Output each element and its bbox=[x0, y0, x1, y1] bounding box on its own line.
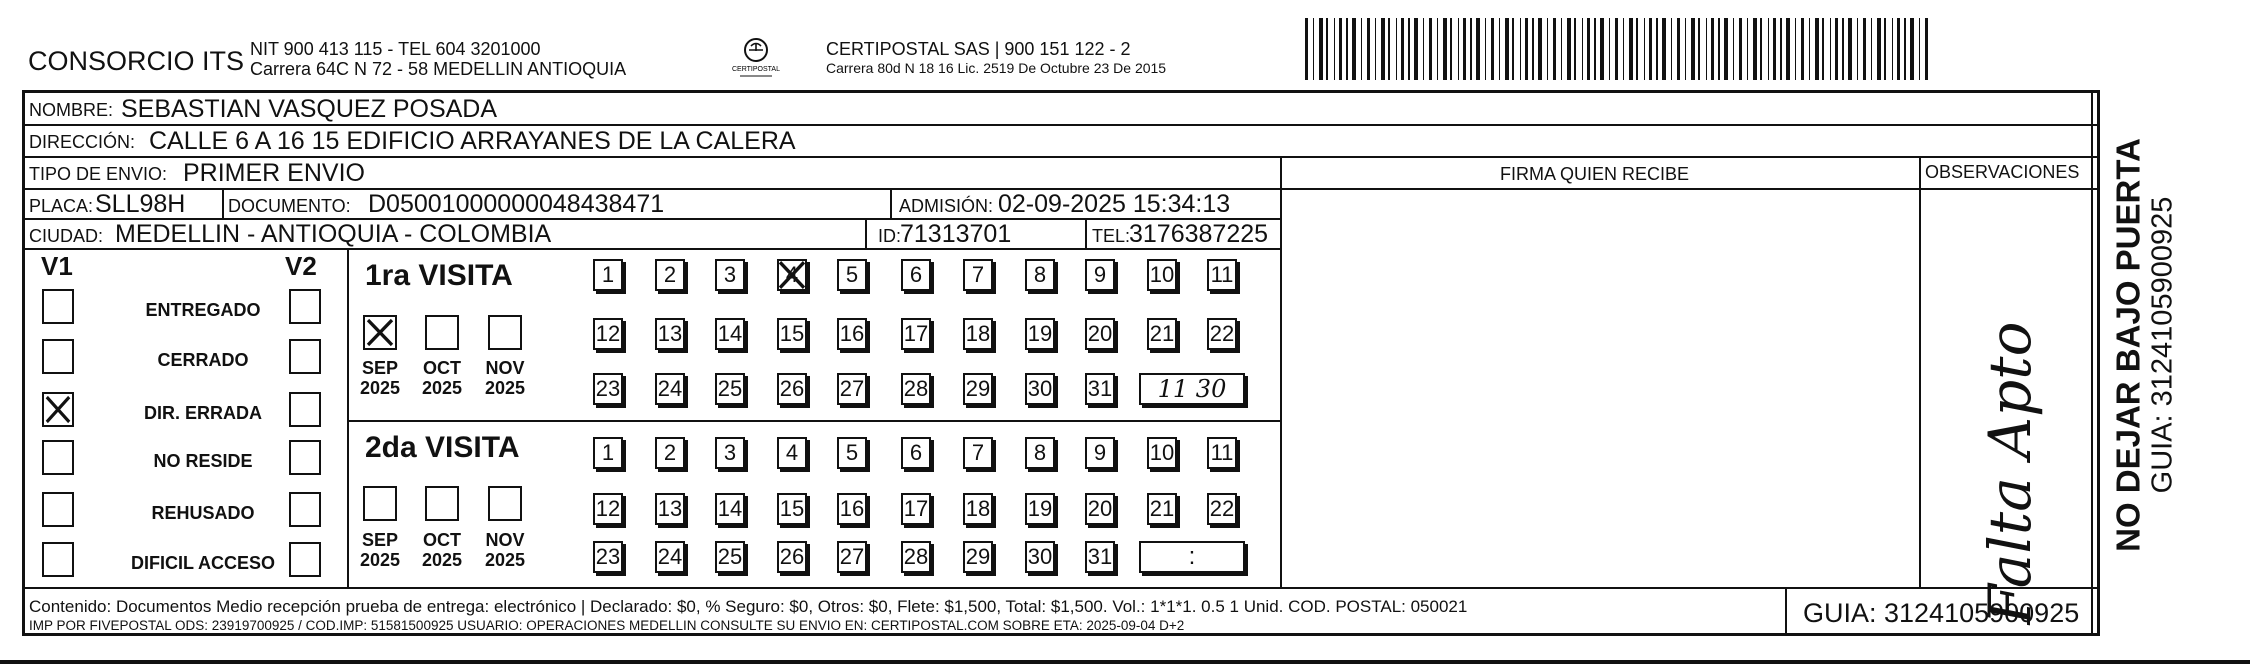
day-box: 31 bbox=[1085, 373, 1115, 405]
day-box: 29 bbox=[963, 373, 993, 405]
year-label: 2025 bbox=[421, 550, 463, 570]
signature-header: FIRMA QUIEN RECIBE bbox=[1500, 164, 1690, 184]
v2-checkbox bbox=[289, 392, 321, 427]
day-box: 7 bbox=[963, 437, 993, 469]
day-box: 21 bbox=[1147, 318, 1177, 350]
side-guia: GUIA: 3124105900925 bbox=[2146, 196, 2179, 494]
day-box: 18 bbox=[963, 318, 993, 350]
day-box: 22 bbox=[1207, 318, 1237, 350]
day-box: 27 bbox=[837, 373, 867, 405]
month-label: OCT bbox=[423, 358, 461, 378]
day-box: 2 bbox=[655, 259, 685, 291]
month-checkbox bbox=[363, 486, 397, 521]
visit2-title: 2da VISITA bbox=[365, 431, 520, 464]
day-box: 23 bbox=[593, 541, 623, 573]
city-label: CIUDAD: bbox=[29, 226, 104, 246]
footer-contents: Contenido: Documentos Medio recepción prueba de entrega: electrónico | Declarado: $0, % Seguro: $0, Otros: $0, Flete: $1,500, Total: $1,500. Vol.: 1*1*1. 0.5 1 Unid. COD. POSTAL: 050021 bbox=[29, 597, 1468, 616]
v2-checkbox bbox=[289, 440, 321, 475]
day-box: 10 bbox=[1147, 259, 1177, 291]
shipment-type: PRIMER ENVIO bbox=[183, 159, 365, 187]
company-name: CONSORCIO ITS bbox=[28, 46, 245, 76]
day-box: 11 bbox=[1207, 437, 1237, 469]
day-box: 19 bbox=[1025, 493, 1055, 525]
month-label: OCT bbox=[423, 530, 461, 550]
day-box: 20 bbox=[1085, 318, 1115, 350]
day-box: 4 bbox=[777, 437, 807, 469]
v2-header: V2 bbox=[285, 251, 317, 281]
admission-label: ADMISIÓN: bbox=[899, 196, 994, 216]
carrier-line: CERTIPOSTAL SAS | 900 151 122 - 2 bbox=[826, 39, 1131, 59]
day-box: 13 bbox=[655, 493, 685, 525]
month-checkbox bbox=[425, 315, 459, 350]
carrier-address: Carrera 80d N 18 16 Lic. 2519 De Octubre 23 De 2015 bbox=[826, 60, 1167, 76]
type-label: TIPO DE ENVIO: bbox=[29, 164, 168, 184]
day-box: 21 bbox=[1147, 493, 1177, 525]
company-address: Carrera 64C N 72 - 58 MEDELLIN ANTIOQUIA bbox=[250, 59, 627, 79]
admission-value: 02-09-2025 15:34:13 bbox=[998, 190, 1231, 218]
observations-header: OBSERVACIONES bbox=[1925, 162, 2080, 182]
day-box: 10 bbox=[1147, 437, 1177, 469]
footer-guia: GUIA: 3124105900925 bbox=[1803, 598, 2080, 628]
id-value: 71313701 bbox=[900, 220, 1012, 248]
nit-line: NIT 900 413 115 - TEL 604 3201000 bbox=[250, 39, 541, 59]
day-box: 24 bbox=[655, 541, 685, 573]
v1-checkbox bbox=[42, 392, 74, 427]
plate-label: PLACA: bbox=[29, 196, 94, 216]
day-box: 1 bbox=[593, 437, 623, 469]
day-box: 30 bbox=[1025, 373, 1055, 405]
day-box: 1 bbox=[593, 259, 623, 291]
year-label: 2025 bbox=[484, 378, 526, 398]
city-value: MEDELLIN - ANTIOQUIA - COLOMBIA bbox=[115, 220, 552, 248]
recipient-name: SEBASTIAN VASQUEZ POSADA bbox=[121, 95, 498, 123]
day-box: 11 bbox=[1207, 259, 1237, 291]
day-check-mark bbox=[777, 259, 807, 291]
day-box: 19 bbox=[1025, 318, 1055, 350]
day-box: 14 bbox=[715, 318, 745, 350]
certipostal-logo bbox=[726, 36, 786, 82]
logo-text: CERTIPOSTAL bbox=[732, 66, 780, 73]
v2-checkbox bbox=[289, 339, 321, 374]
tel-value: 3176387225 bbox=[1129, 220, 1269, 248]
day-box: 29 bbox=[963, 541, 993, 573]
day-box: 20 bbox=[1085, 493, 1115, 525]
day-box: 8 bbox=[1025, 259, 1055, 291]
day-box: 6 bbox=[901, 259, 931, 291]
status-label: CERRADO bbox=[157, 350, 249, 370]
day-box: 18 bbox=[963, 493, 993, 525]
day-box: 9 bbox=[1085, 259, 1115, 291]
day-box: 4 bbox=[777, 259, 807, 291]
barcode bbox=[1305, 18, 1935, 80]
day-box: 12 bbox=[593, 318, 623, 350]
day-box: 14 bbox=[715, 493, 745, 525]
v1-header: V1 bbox=[41, 251, 73, 281]
day-box: 17 bbox=[901, 493, 931, 525]
day-box: 28 bbox=[901, 541, 931, 573]
day-box: 12 bbox=[593, 493, 623, 525]
delivery-form bbox=[22, 90, 2100, 636]
month-checkbox bbox=[425, 486, 459, 521]
handwritten-note: Falta Apto bbox=[1976, 321, 2044, 625]
document-value: D05001000000048438471 bbox=[368, 190, 665, 218]
address-label: DIRECCIÓN: bbox=[29, 132, 136, 152]
day-box: 16 bbox=[837, 493, 867, 525]
day-box: 26 bbox=[777, 541, 807, 573]
day-box: 3 bbox=[715, 259, 745, 291]
footer-imp: IMP POR FIVEPOSTAL ODS: 23919700925 / COD.IMP: 51581500925 USUARIO: OPERACIONES MEDELLIN CONSULTE SU ENVIO EN: CERTIPOSTAL.COM SOBRE ETA: 2025-09-04 D+2 bbox=[29, 618, 1185, 633]
v2-checkbox bbox=[289, 289, 321, 324]
month-label: SEP bbox=[361, 358, 399, 378]
v2-checkbox bbox=[289, 542, 321, 577]
day-box: 24 bbox=[655, 373, 685, 405]
v1-checkbox bbox=[42, 339, 74, 374]
year-label: 2025 bbox=[421, 378, 463, 398]
year-label: 2025 bbox=[359, 550, 401, 570]
day-box: 9 bbox=[1085, 437, 1115, 469]
month-label: NOV bbox=[485, 530, 525, 550]
day-box: 5 bbox=[837, 437, 867, 469]
no-dejar-notice: NO DEJAR BAJO PUERTA bbox=[2109, 138, 2147, 552]
bottom-rule bbox=[0, 660, 2250, 664]
day-box: 26 bbox=[777, 373, 807, 405]
plate-value: SLL98H bbox=[95, 190, 186, 218]
day-box: 16 bbox=[837, 318, 867, 350]
status-label: NO RESIDE bbox=[153, 451, 253, 471]
time-box: : bbox=[1139, 541, 1245, 573]
recipient-address: CALLE 6 A 16 15 EDIFICIO ARRAYANES DE LA CALERA bbox=[149, 127, 796, 155]
day-box: 25 bbox=[715, 541, 745, 573]
day-box: 22 bbox=[1207, 493, 1237, 525]
day-box: 7 bbox=[963, 259, 993, 291]
day-box: 15 bbox=[777, 493, 807, 525]
time-box: 11 30 bbox=[1139, 373, 1245, 405]
v1-checkbox bbox=[42, 440, 74, 475]
day-box: 31 bbox=[1085, 541, 1115, 573]
day-box: 27 bbox=[837, 541, 867, 573]
year-label: 2025 bbox=[359, 378, 401, 398]
day-box: 30 bbox=[1025, 541, 1055, 573]
day-box: 15 bbox=[777, 318, 807, 350]
day-box: 23 bbox=[593, 373, 623, 405]
day-box: 2 bbox=[655, 437, 685, 469]
day-box: 25 bbox=[715, 373, 745, 405]
status-label: REHUSADO bbox=[151, 503, 255, 523]
v1-checkbox bbox=[42, 492, 74, 527]
v2-checkbox bbox=[289, 492, 321, 527]
name-label: NOMBRE: bbox=[29, 100, 114, 120]
month-checkbox bbox=[363, 315, 397, 350]
document-label: DOCUMENTO: bbox=[228, 196, 351, 216]
status-label: DIR. ERRADA bbox=[143, 403, 262, 423]
month-checkbox bbox=[488, 315, 522, 350]
id-label: ID: bbox=[878, 226, 902, 246]
status-label: DIFICIL ACCESO bbox=[130, 553, 275, 573]
year-label: 2025 bbox=[484, 550, 526, 570]
day-box: 5 bbox=[837, 259, 867, 291]
v1-checkbox bbox=[42, 542, 74, 577]
day-box: 17 bbox=[901, 318, 931, 350]
visit1-title: 1ra VISITA bbox=[365, 259, 513, 292]
status-label: ENTREGADO bbox=[145, 300, 261, 320]
day-box: 8 bbox=[1025, 437, 1055, 469]
month-checkbox bbox=[488, 486, 522, 521]
month-label: NOV bbox=[485, 358, 525, 378]
month-label: SEP bbox=[361, 530, 399, 550]
day-box: 28 bbox=[901, 373, 931, 405]
day-box: 6 bbox=[901, 437, 931, 469]
tel-label: TEL: bbox=[1092, 226, 1131, 246]
v1-checkbox bbox=[42, 289, 74, 324]
day-box: 3 bbox=[715, 437, 745, 469]
day-box: 13 bbox=[655, 318, 685, 350]
